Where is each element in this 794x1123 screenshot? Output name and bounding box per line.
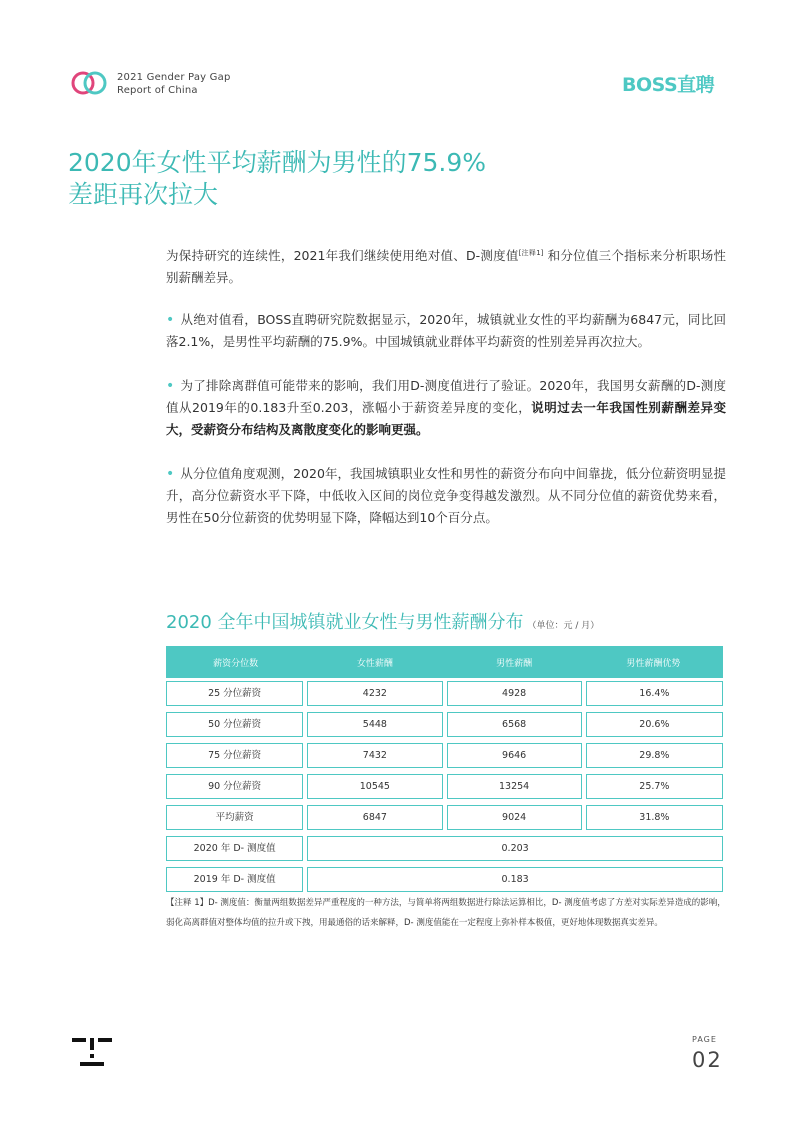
table-cell: 5448 (307, 712, 442, 737)
table-cell: 13254 (447, 774, 582, 799)
header-female: 女性薪酬 (305, 646, 444, 678)
table-cell: 平均薪资 (166, 805, 303, 830)
bullet-d-measure (166, 375, 726, 441)
page-heading (68, 147, 486, 211)
page-number: 02 (692, 1048, 723, 1072)
table-cell: 0.183 (307, 867, 723, 892)
table-cell: 50 分位薪资 (166, 712, 303, 737)
table-cell: 9024 (447, 805, 582, 830)
brand-logo: BOSS直聘 (622, 74, 715, 96)
table-unit: （单位：元 / 月） (527, 621, 600, 631)
report-title (117, 71, 231, 97)
footnote: 【注释 1】D- 测度值：衡量两组数据差异严重程度的一种方法，与简单将两组数据进行除法运算相比，D- 测度值考虑了方差对实际差异造成的影响，弱化高离群值对整体均值的拉升或下拽，用最通俗的话来解释，D- 测度值能在一定程度上弥补样本极值，更好地体现数据真实差异。 (166, 898, 726, 928)
table-title (166, 608, 599, 634)
intro-text-after: 和分位值三个指标来分析职场性别薪酬差异。 (166, 248, 726, 286)
page-label: PAGE (692, 1035, 717, 1044)
table-cell: 4928 (447, 681, 582, 706)
header-percentile: 薪资分位数 (166, 646, 305, 678)
table-row (166, 740, 723, 771)
table-cell: 31.8% (586, 805, 723, 830)
bullet-dot-icon: • (166, 312, 175, 328)
bullet-percentile (166, 463, 726, 529)
table-row (166, 678, 723, 709)
header-advantage: 男性薪酬优势 (584, 646, 723, 678)
table-cell: 7432 (307, 743, 442, 768)
table-cell: 9646 (447, 743, 582, 768)
table-cell: 20.6% (586, 712, 723, 737)
bullet-text: 为了排除离群值可能带来的影响，我们用D-测度值进行了验证。2020年，我国男女薪酬的D-测度值从2019年的0.183升至0.203，涨幅小于薪资差异度的变化， (166, 378, 726, 415)
table-cell: 4232 (307, 681, 442, 706)
table-row (166, 709, 723, 740)
heading-line1: 2020年女性平均薪酬为男性的75.9% (68, 148, 487, 177)
table-cell: 2019 年 D- 测度值 (166, 867, 303, 892)
table-cell: 10545 (307, 774, 442, 799)
table-cell: 6847 (307, 805, 442, 830)
bullet-dot-icon: • (166, 466, 175, 482)
table-row-d-measure (166, 864, 723, 895)
bullet-text: 从分位值角度观测，2020年，我国城镇职业女性和男性的薪资分布向中间靠拢，低分位薪资明显提升，高分位薪资水平下降，中低收入区间的岗位竞争变得越发激烈。从不同分位值的薪资优势来看，男性在50分位薪资的优势明显下降，降幅达到10个百分点。 (166, 466, 726, 525)
table-cell: 25.7% (586, 774, 723, 799)
table-header-row (166, 646, 723, 678)
footnote-ref: [注释1] (518, 249, 544, 257)
table-cell: 0.203 (307, 836, 723, 861)
table-cell: 75 分位薪资 (166, 743, 303, 768)
report-logo-rings-icon (70, 70, 110, 96)
heading-line2: 差距再次拉大 (68, 180, 219, 209)
footer-face-logo-icon (72, 1036, 112, 1070)
table-cell: 16.4% (586, 681, 723, 706)
table-cell: 6568 (447, 712, 582, 737)
table-row (166, 802, 723, 833)
intro-paragraph (166, 242, 726, 289)
bullet-bold-text: 说明过去一年我国性别薪酬差异变大，受薪资分布结构及离散度变化的影响更强。 (166, 400, 726, 437)
bullet-absolute-value (166, 309, 726, 353)
report-title-line1: 2021 Gender Pay Gap (117, 72, 231, 83)
table-title-text: 2020 全年中国城镇就业女性与男性薪酬分布 (166, 612, 524, 633)
salary-distribution-table (166, 646, 723, 895)
bullet-dot-icon: • (166, 378, 175, 394)
table-cell: 2020 年 D- 测度值 (166, 836, 303, 861)
header-male: 男性薪酬 (445, 646, 584, 678)
table-cell: 25 分位薪资 (166, 681, 303, 706)
table-cell: 29.8% (586, 743, 723, 768)
table-row (166, 771, 723, 802)
report-title-line2: Report of China (117, 85, 198, 96)
intro-text-before: 为保持研究的连续性，2021年我们继续使用绝对值、D-测度值 (166, 248, 519, 264)
bullet-text: 从绝对值看，BOSS直聘研究院数据显示，2020年，城镇就业女性的平均薪酬为6847元，同比回落2.1%，是男性平均薪酬的75.9%。中国城镇就业群体平均薪资的性别差异再次拉大。 (166, 312, 726, 349)
table-row-d-measure (166, 833, 723, 864)
table-cell: 90 分位薪资 (166, 774, 303, 799)
